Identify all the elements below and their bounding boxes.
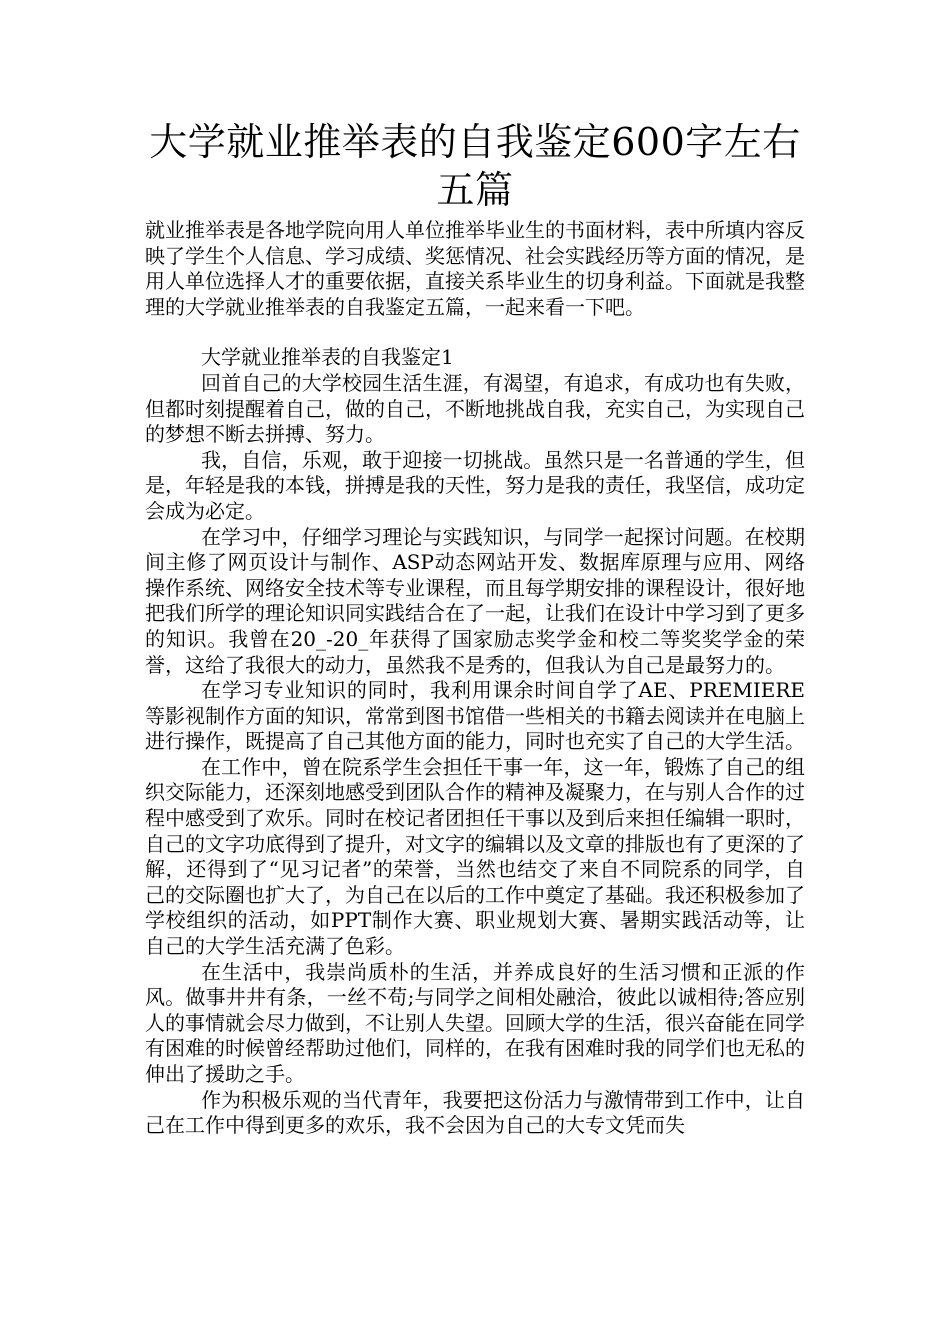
body-paragraph: 在学习专业知识的同时，我利用课余时间自学了AE、PREMIERE等影视制作方面的知识，常常到图书馆借一些相关的书籍去阅读并在电脑上进行操作，既提高了自己其他方面的能力，同时也充实了自己的大学生活。 xyxy=(145,678,805,754)
document-body xyxy=(145,218,805,1139)
intro-paragraph: 就业推举表是各地学院向用人单位推举毕业生的书面材料，表中所填内容反映了学生个人信息、学习成绩、奖惩情况、社会实践经历等方面的情况，是用人单位选择人才的重要依据，直接关系毕业生的切身利益。下面就是我整理的大学就业推举表的自我鉴定五篇，一起来看一下吧。 xyxy=(145,218,805,319)
body-paragraph: 我，自信，乐观，敢于迎接一切挑战。虽然只是一名普通的学生，但是，年轻是我的本钱，拼搏是我的天性，努力是我的责任，我坚信，成功定会成为必定。 xyxy=(145,447,805,523)
body-paragraph: 作为积极乐观的当代青年，我要把这份活力与激情带到工作中，让自己在工作中得到更多的欢乐，我不会因为自己的大专文凭而失 xyxy=(145,1087,805,1138)
body-paragraph: 回首自己的大学校园生活生涯，有渴望，有追求，有成功也有失败，但都时刻提醒着自己，做的自己，不断地挑战自我，充实自己，为实现自己的梦想不断去拼搏、努力。 xyxy=(145,370,805,447)
section-heading: 大学就业推举表的自我鉴定1 xyxy=(201,345,454,370)
document-title: 大学就业推举表的自我鉴定600字左右五篇 xyxy=(149,120,801,212)
body-paragraph: 在工作中，曾在院系学生会担任干事一年，这一年，锻炼了自己的组织交际能力，还深刻地感受到团队合作的精神及凝聚力，在与别人合作的过程中感受到了欢乐。同时在校记者团担任干事以及到后来担任编辑一职时，自己的文字功底得到了提升，对文字的编辑以及文章的排版也有了更深的了解，还得到了“见习记者”的荣誉，当然也结交了来自不同院系的同学，自己的交际圈也扩大了，为自己在以后的工作中奠定了基础。我还积极参加了学校组织的活动，如PPT制作大赛、职业规划大赛、暑期实践活动等，让自己的大学生活充满了色彩。 xyxy=(145,754,805,959)
body-paragraph: 在学习中，仔细学习理论与实践知识，与同学一起探讨问题。在校期间主修了网页设计与制作、ASP动态网站开发、数据库原理与应用、网络操作系统、网络安全技术等专业课程，而且每学期安排的课程设计，很好地把我们所学的理论知识同实践结合在了一起，让我们在设计中学习到了更多的知识。我曾在20_-20_年获得了国家励志奖学金和校二等奖奖学金的荣誉，这给了我很大的动力，虽然我不是秀的，但我认为自己是最努力的。 xyxy=(145,524,805,677)
body-paragraph: 在生活中，我崇尚质朴的生活，并养成良好的生活习惯和正派的作风。做事井井有条，一丝不苟;与同学之间相处融洽，彼此以诚相待;答应别人的事情就会尽力做到，不让别人失望。回顾大学的生活，很兴奋能在同学有困难的时候曾经帮助过他们，同样的，在我有困难时我的同学们也无私的伸出了援助之手。 xyxy=(145,959,805,1086)
document-page xyxy=(145,118,805,1139)
